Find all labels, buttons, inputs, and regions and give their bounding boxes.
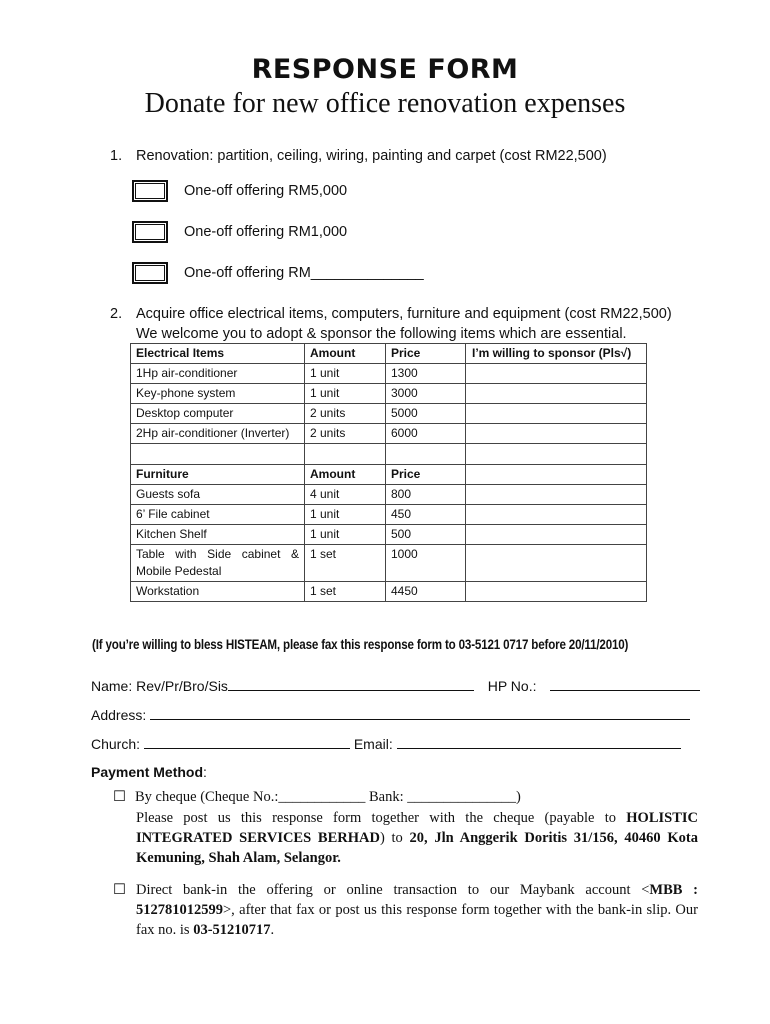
fax-instruction-note: (If you’re willing to bless HISTEAM, please fax this response form to 03-5121 0717 before 20/11/2010) — [92, 637, 629, 652]
email-label: Email: — [353, 736, 393, 752]
table-row — [131, 505, 647, 525]
amount-cell: 4 unit — [305, 485, 386, 505]
amount-cell: 1 unit — [305, 505, 386, 525]
table-row — [131, 384, 647, 404]
cheque-checkbox[interactable]: ☐ — [113, 789, 126, 805]
bank-account: MBB : 512781012599 — [136, 882, 699, 918]
cheque-line: By cheque (Cheque No.:____________ Bank: _______________) — [135, 789, 521, 805]
section-1-text: Renovation: partition, ceiling, wiring, painting and carpet (cost RM22,500) — [136, 148, 607, 164]
bank-in-instructions: Direct bank-in the offering or online transaction to our Maybank account <MBB : 512781012599>, after that fax or post us this response form together with the bank-in slip. Our fax no. is 03-51210717. — [136, 882, 699, 938]
offering-option-1000[interactable] — [132, 221, 347, 243]
address-row — [91, 705, 690, 723]
section-2-heading — [110, 304, 672, 324]
amount-cell: 1 unit — [305, 364, 386, 384]
name-field[interactable] — [228, 676, 474, 691]
church-field[interactable] — [144, 734, 350, 749]
price-cell: 500 — [386, 525, 466, 545]
table-row — [131, 545, 647, 582]
item-cell: Workstation — [131, 582, 305, 602]
item-cell: Desktop computer — [131, 404, 305, 424]
mailing-address: 20, Jln Anggerik Doritis 31/156, 40460 Kota Kemuning, Shah Alam, Selangor. — [136, 830, 698, 866]
amount-cell: 1 unit — [305, 384, 386, 404]
column-header: Electrical Items — [131, 344, 305, 364]
cheque-option[interactable] — [113, 787, 521, 807]
column-header: Price — [386, 465, 466, 485]
column-header: Furniture — [131, 465, 305, 485]
table-row — [131, 364, 647, 384]
amount-cell: 1 set — [305, 545, 386, 582]
option-label: One-off offering RM1,000 — [184, 224, 348, 240]
table-header-row — [131, 465, 647, 485]
amount-cell: 2 units — [305, 404, 386, 424]
offering-option-5000[interactable] — [132, 180, 347, 202]
table-row — [131, 404, 647, 424]
amount-cell: 1 set — [305, 582, 386, 602]
item-cell: 2Hp air-conditioner (Inverter) — [131, 424, 305, 444]
sponsor-cell[interactable] — [466, 384, 647, 404]
item-cell: Kitchen Shelf — [131, 525, 305, 545]
sponsor-cell[interactable] — [466, 465, 647, 485]
church-label: Church: — [91, 736, 141, 752]
column-header: Amount — [305, 465, 386, 485]
price-cell: 1300 — [386, 364, 466, 384]
table-row — [131, 525, 647, 545]
item-cell: Table with Side cabinet & Mobile Pedestal — [131, 545, 305, 582]
page-title: RESPONSE FORM — [251, 54, 519, 85]
checkbox[interactable] — [132, 180, 168, 202]
hp-label: HP No.: — [487, 678, 537, 694]
table-row — [131, 582, 647, 602]
section-2-text: Acquire office electrical items, computers, furniture and equipment (cost RM22,500) — [136, 306, 672, 322]
column-header: I’m willing to sponsor (Pls√) — [466, 344, 647, 364]
church-email-row — [91, 734, 681, 752]
price-cell: 6000 — [386, 424, 466, 444]
price-cell: 4450 — [386, 582, 466, 602]
column-header: Amount — [305, 344, 386, 364]
table-header-row — [131, 344, 647, 364]
option-label: One-off offering RM5,000 — [184, 183, 348, 199]
offering-option-custom[interactable] — [132, 262, 424, 284]
amount-cell: 2 units — [305, 424, 386, 444]
price-cell: 3000 — [386, 384, 466, 404]
section-1-number: 1. — [110, 148, 123, 164]
item-cell: Key-phone system — [131, 384, 305, 404]
cheque-instructions: Please post us this response form together with the cheque (payable to HOLISTIC INTEGRATED SERVICES BERHAD) to 20, Jln Anggerik Doritis 31/156, 40460 Kota Kemuning, Shah Alam, Selangor. — [136, 810, 698, 866]
price-cell: 5000 — [386, 404, 466, 424]
section-2-number: 2. — [110, 306, 123, 322]
sponsor-cell[interactable] — [466, 444, 647, 465]
sponsor-cell[interactable] — [466, 404, 647, 424]
price-cell: 1000 — [386, 545, 466, 582]
table-row — [131, 424, 647, 444]
sponsor-cell[interactable] — [466, 582, 647, 602]
item-cell: Guests sofa — [131, 485, 305, 505]
section-1-heading — [110, 146, 607, 166]
sponsor-cell[interactable] — [466, 364, 647, 384]
column-header: Price — [386, 344, 466, 364]
amount-cell: 1 unit — [305, 525, 386, 545]
item-cell: 1Hp air-conditioner — [131, 364, 305, 384]
bank-in-checkbox[interactable]: ☐ — [113, 882, 126, 898]
email-field[interactable] — [397, 734, 681, 749]
fax-number: 03-51210717 — [193, 922, 271, 938]
table-spacer-row — [131, 444, 647, 465]
sponsor-cell[interactable] — [466, 424, 647, 444]
page-subtitle: Donate for new office renovation expenses — [144, 88, 626, 119]
checkbox[interactable] — [132, 221, 168, 243]
sponsor-cell[interactable] — [466, 525, 647, 545]
name-hp-row — [91, 676, 700, 694]
sponsor-cell[interactable] — [466, 505, 647, 525]
address-label: Address: — [91, 707, 147, 723]
checkbox[interactable] — [132, 262, 168, 284]
section-2-subtext: We welcome you to adopt & sponsor the following items which are essential. — [136, 326, 627, 342]
address-field[interactable] — [150, 705, 690, 720]
option-label: One-off offering RM______________ — [184, 265, 424, 281]
sponsor-cell[interactable] — [466, 485, 647, 505]
name-label: Name: Rev/Pr/Bro/Sis — [91, 678, 228, 694]
table-row — [131, 485, 647, 505]
payment-method-heading: Payment Method: — [91, 764, 207, 780]
hp-field[interactable] — [550, 676, 700, 691]
sponsor-cell[interactable] — [466, 545, 647, 582]
sponsor-items-table — [130, 343, 647, 602]
price-cell: 800 — [386, 485, 466, 505]
item-cell: 6’ File cabinet — [131, 505, 305, 525]
payee-name: HOLISTIC INTEGRATED SERVICES BERHAD — [136, 810, 698, 846]
price-cell: 450 — [386, 505, 466, 525]
bank-in-option-checkbox-line — [113, 880, 135, 900]
